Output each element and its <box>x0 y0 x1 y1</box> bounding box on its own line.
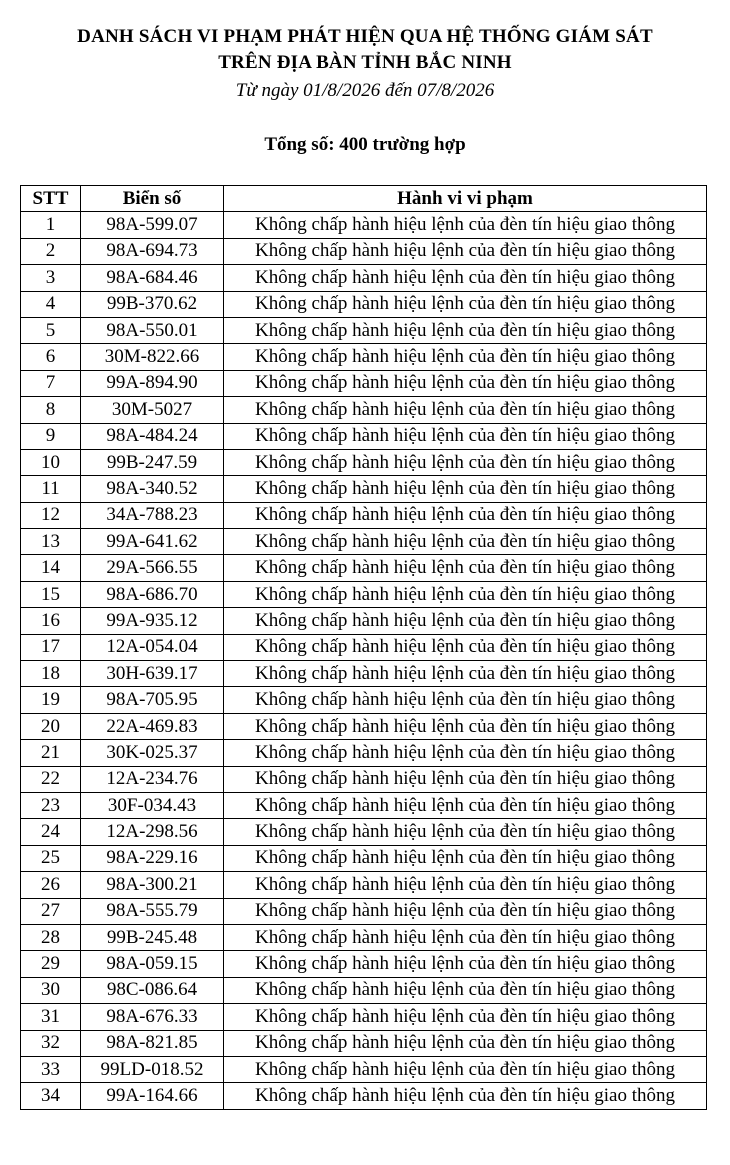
table-row <box>21 898 707 924</box>
cell-plate: 99B-247.59 <box>81 449 224 475</box>
cell-plate: 98A-555.79 <box>81 898 224 924</box>
cell-violation: Không chấp hành hiệu lệnh của đèn tín hiệu giao thông <box>224 713 707 739</box>
cell-plate: 30M-822.66 <box>81 344 224 370</box>
table-row <box>21 713 707 739</box>
cell-stt: 24 <box>21 819 81 845</box>
table-row <box>21 238 707 264</box>
cell-stt: 27 <box>21 898 81 924</box>
cell-violation: Không chấp hành hiệu lệnh của đèn tín hiệu giao thông <box>224 634 707 660</box>
cell-stt: 9 <box>21 423 81 449</box>
cell-plate: 98A-484.24 <box>81 423 224 449</box>
cell-plate: 98A-694.73 <box>81 238 224 264</box>
cell-stt: 4 <box>21 291 81 317</box>
date-range: Từ ngày 01/8/2026 đến 07/8/2026 <box>235 80 495 101</box>
cell-plate: 99B-370.62 <box>81 291 224 317</box>
cell-stt: 2 <box>21 238 81 264</box>
table-row <box>21 634 707 660</box>
cell-stt: 6 <box>21 344 81 370</box>
cell-violation: Không chấp hành hiệu lệnh của đèn tín hiệu giao thông <box>224 1004 707 1030</box>
cell-stt: 23 <box>21 792 81 818</box>
cell-stt: 15 <box>21 581 81 607</box>
cell-plate: 12A-298.56 <box>81 819 224 845</box>
cell-violation: Không chấp hành hiệu lệnh của đèn tín hiệu giao thông <box>224 370 707 396</box>
table-row <box>21 1083 707 1109</box>
cell-plate: 12A-054.04 <box>81 634 224 660</box>
table-row <box>21 766 707 792</box>
cell-violation: Không chấp hành hiệu lệnh của đèn tín hiệu giao thông <box>224 977 707 1003</box>
table-row <box>21 449 707 475</box>
table-row <box>21 1004 707 1030</box>
cell-plate: 98A-300.21 <box>81 872 224 898</box>
cell-violation: Không chấp hành hiệu lệnh của đèn tín hiệu giao thông <box>224 291 707 317</box>
cell-violation: Không chấp hành hiệu lệnh của đèn tín hiệu giao thông <box>224 265 707 291</box>
cell-violation: Không chấp hành hiệu lệnh của đèn tín hiệu giao thông <box>224 423 707 449</box>
cell-violation: Không chấp hành hiệu lệnh của đèn tín hiệu giao thông <box>224 1030 707 1056</box>
cell-plate: 98A-229.16 <box>81 845 224 871</box>
cell-plate: 98A-821.85 <box>81 1030 224 1056</box>
table-row <box>21 872 707 898</box>
table-row <box>21 397 707 423</box>
cell-plate: 30M-5027 <box>81 397 224 423</box>
table-row <box>21 502 707 528</box>
cell-plate: 99A-935.12 <box>81 608 224 634</box>
table-row <box>21 1056 707 1082</box>
cell-stt: 18 <box>21 661 81 687</box>
table-row <box>21 370 707 396</box>
table-row <box>21 661 707 687</box>
table-header-row <box>21 186 707 212</box>
cell-plate: 12A-234.76 <box>81 766 224 792</box>
cell-stt: 5 <box>21 317 81 343</box>
cell-plate: 98C-086.64 <box>81 977 224 1003</box>
cell-violation: Không chấp hành hiệu lệnh của đèn tín hiệu giao thông <box>224 661 707 687</box>
cell-violation: Không chấp hành hiệu lệnh của đèn tín hiệu giao thông <box>224 238 707 264</box>
cell-violation: Không chấp hành hiệu lệnh của đèn tín hiệu giao thông <box>224 792 707 818</box>
cell-violation: Không chấp hành hiệu lệnh của đèn tín hiệu giao thông <box>224 740 707 766</box>
cell-violation: Không chấp hành hiệu lệnh của đèn tín hiệu giao thông <box>224 819 707 845</box>
table-row <box>21 977 707 1003</box>
cell-plate: 34A-788.23 <box>81 502 224 528</box>
total-count: Tổng số: 400 trường hợp <box>264 134 466 155</box>
table-row <box>21 819 707 845</box>
cell-plate: 99A-164.66 <box>81 1083 224 1109</box>
cell-stt: 20 <box>21 713 81 739</box>
cell-stt: 28 <box>21 924 81 950</box>
table-row <box>21 529 707 555</box>
cell-violation: Không chấp hành hiệu lệnh của đèn tín hiệu giao thông <box>224 212 707 238</box>
table-body <box>21 212 707 1109</box>
cell-stt: 16 <box>21 608 81 634</box>
cell-violation: Không chấp hành hiệu lệnh của đèn tín hiệu giao thông <box>224 397 707 423</box>
cell-plate: 98A-059.15 <box>81 951 224 977</box>
table-row <box>21 265 707 291</box>
cell-plate: 98A-550.01 <box>81 317 224 343</box>
cell-plate: 98A-340.52 <box>81 476 224 502</box>
cell-stt: 14 <box>21 555 81 581</box>
table-row <box>21 344 707 370</box>
cell-stt: 30 <box>21 977 81 1003</box>
cell-violation: Không chấp hành hiệu lệnh của đèn tín hiệu giao thông <box>224 924 707 950</box>
cell-stt: 31 <box>21 1004 81 1030</box>
cell-violation: Không chấp hành hiệu lệnh của đèn tín hiệu giao thông <box>224 898 707 924</box>
table-row <box>21 555 707 581</box>
cell-plate: 98A-705.95 <box>81 687 224 713</box>
table-row <box>21 924 707 950</box>
cell-stt: 25 <box>21 845 81 871</box>
cell-violation: Không chấp hành hiệu lệnh của đèn tín hiệu giao thông <box>224 872 707 898</box>
cell-plate: 99LD-018.52 <box>81 1056 224 1082</box>
cell-stt: 7 <box>21 370 81 396</box>
cell-stt: 17 <box>21 634 81 660</box>
cell-violation: Không chấp hành hiệu lệnh của đèn tín hiệu giao thông <box>224 317 707 343</box>
cell-stt: 26 <box>21 872 81 898</box>
cell-stt: 12 <box>21 502 81 528</box>
table-row <box>21 951 707 977</box>
cell-stt: 11 <box>21 476 81 502</box>
cell-violation: Không chấp hành hiệu lệnh của đèn tín hiệu giao thông <box>224 555 707 581</box>
cell-plate: 98A-676.33 <box>81 1004 224 1030</box>
table-row <box>21 792 707 818</box>
cell-violation: Không chấp hành hiệu lệnh của đèn tín hiệu giao thông <box>224 608 707 634</box>
cell-violation: Không chấp hành hiệu lệnh của đèn tín hiệu giao thông <box>224 1056 707 1082</box>
cell-stt: 19 <box>21 687 81 713</box>
cell-stt: 32 <box>21 1030 81 1056</box>
cell-plate: 98A-599.07 <box>81 212 224 238</box>
table-row <box>21 423 707 449</box>
cell-stt: 29 <box>21 951 81 977</box>
column-header-stt: STT <box>21 186 81 212</box>
column-header-plate: Biển số <box>81 186 224 212</box>
table-row <box>21 291 707 317</box>
cell-stt: 8 <box>21 397 81 423</box>
cell-stt: 13 <box>21 529 81 555</box>
cell-stt: 1 <box>21 212 81 238</box>
cell-violation: Không chấp hành hiệu lệnh của đèn tín hiệu giao thông <box>224 687 707 713</box>
violations-table <box>20 185 707 1110</box>
cell-stt: 34 <box>21 1083 81 1109</box>
table-row <box>21 740 707 766</box>
column-header-violation: Hành vi vi phạm <box>224 186 707 212</box>
cell-plate: 30K-025.37 <box>81 740 224 766</box>
cell-plate: 99A-894.90 <box>81 370 224 396</box>
cell-stt: 22 <box>21 766 81 792</box>
table-row <box>21 317 707 343</box>
table-row <box>21 1030 707 1056</box>
cell-violation: Không chấp hành hiệu lệnh của đèn tín hiệu giao thông <box>224 476 707 502</box>
cell-violation: Không chấp hành hiệu lệnh của đèn tín hiệu giao thông <box>224 344 707 370</box>
table-row <box>21 608 707 634</box>
document-title-line-2: TRÊN ĐỊA BÀN TỈNH BẮC NINH <box>218 52 512 73</box>
cell-plate: 99B-245.48 <box>81 924 224 950</box>
table-row <box>21 476 707 502</box>
table-row <box>21 581 707 607</box>
document-title-line-1: DANH SÁCH VI PHẠM PHÁT HIỆN QUA HỆ THỐNG GIÁM SÁT <box>77 26 653 47</box>
cell-plate: 29A-566.55 <box>81 555 224 581</box>
cell-plate: 30H-639.17 <box>81 661 224 687</box>
cell-violation: Không chấp hành hiệu lệnh của đèn tín hiệu giao thông <box>224 581 707 607</box>
cell-stt: 33 <box>21 1056 81 1082</box>
cell-violation: Không chấp hành hiệu lệnh của đèn tín hiệu giao thông <box>224 529 707 555</box>
table-row <box>21 687 707 713</box>
cell-violation: Không chấp hành hiệu lệnh của đèn tín hiệu giao thông <box>224 845 707 871</box>
cell-plate: 30F-034.43 <box>81 792 224 818</box>
cell-stt: 3 <box>21 265 81 291</box>
cell-stt: 10 <box>21 449 81 475</box>
cell-plate: 22A-469.83 <box>81 713 224 739</box>
cell-plate: 99A-641.62 <box>81 529 224 555</box>
table-row <box>21 845 707 871</box>
cell-violation: Không chấp hành hiệu lệnh của đèn tín hiệu giao thông <box>224 951 707 977</box>
cell-plate: 98A-686.70 <box>81 581 224 607</box>
cell-plate: 98A-684.46 <box>81 265 224 291</box>
cell-stt: 21 <box>21 740 81 766</box>
cell-violation: Không chấp hành hiệu lệnh của đèn tín hiệu giao thông <box>224 449 707 475</box>
cell-violation: Không chấp hành hiệu lệnh của đèn tín hiệu giao thông <box>224 502 707 528</box>
cell-violation: Không chấp hành hiệu lệnh của đèn tín hiệu giao thông <box>224 766 707 792</box>
cell-violation: Không chấp hành hiệu lệnh của đèn tín hiệu giao thông <box>224 1083 707 1109</box>
table-row <box>21 212 707 238</box>
